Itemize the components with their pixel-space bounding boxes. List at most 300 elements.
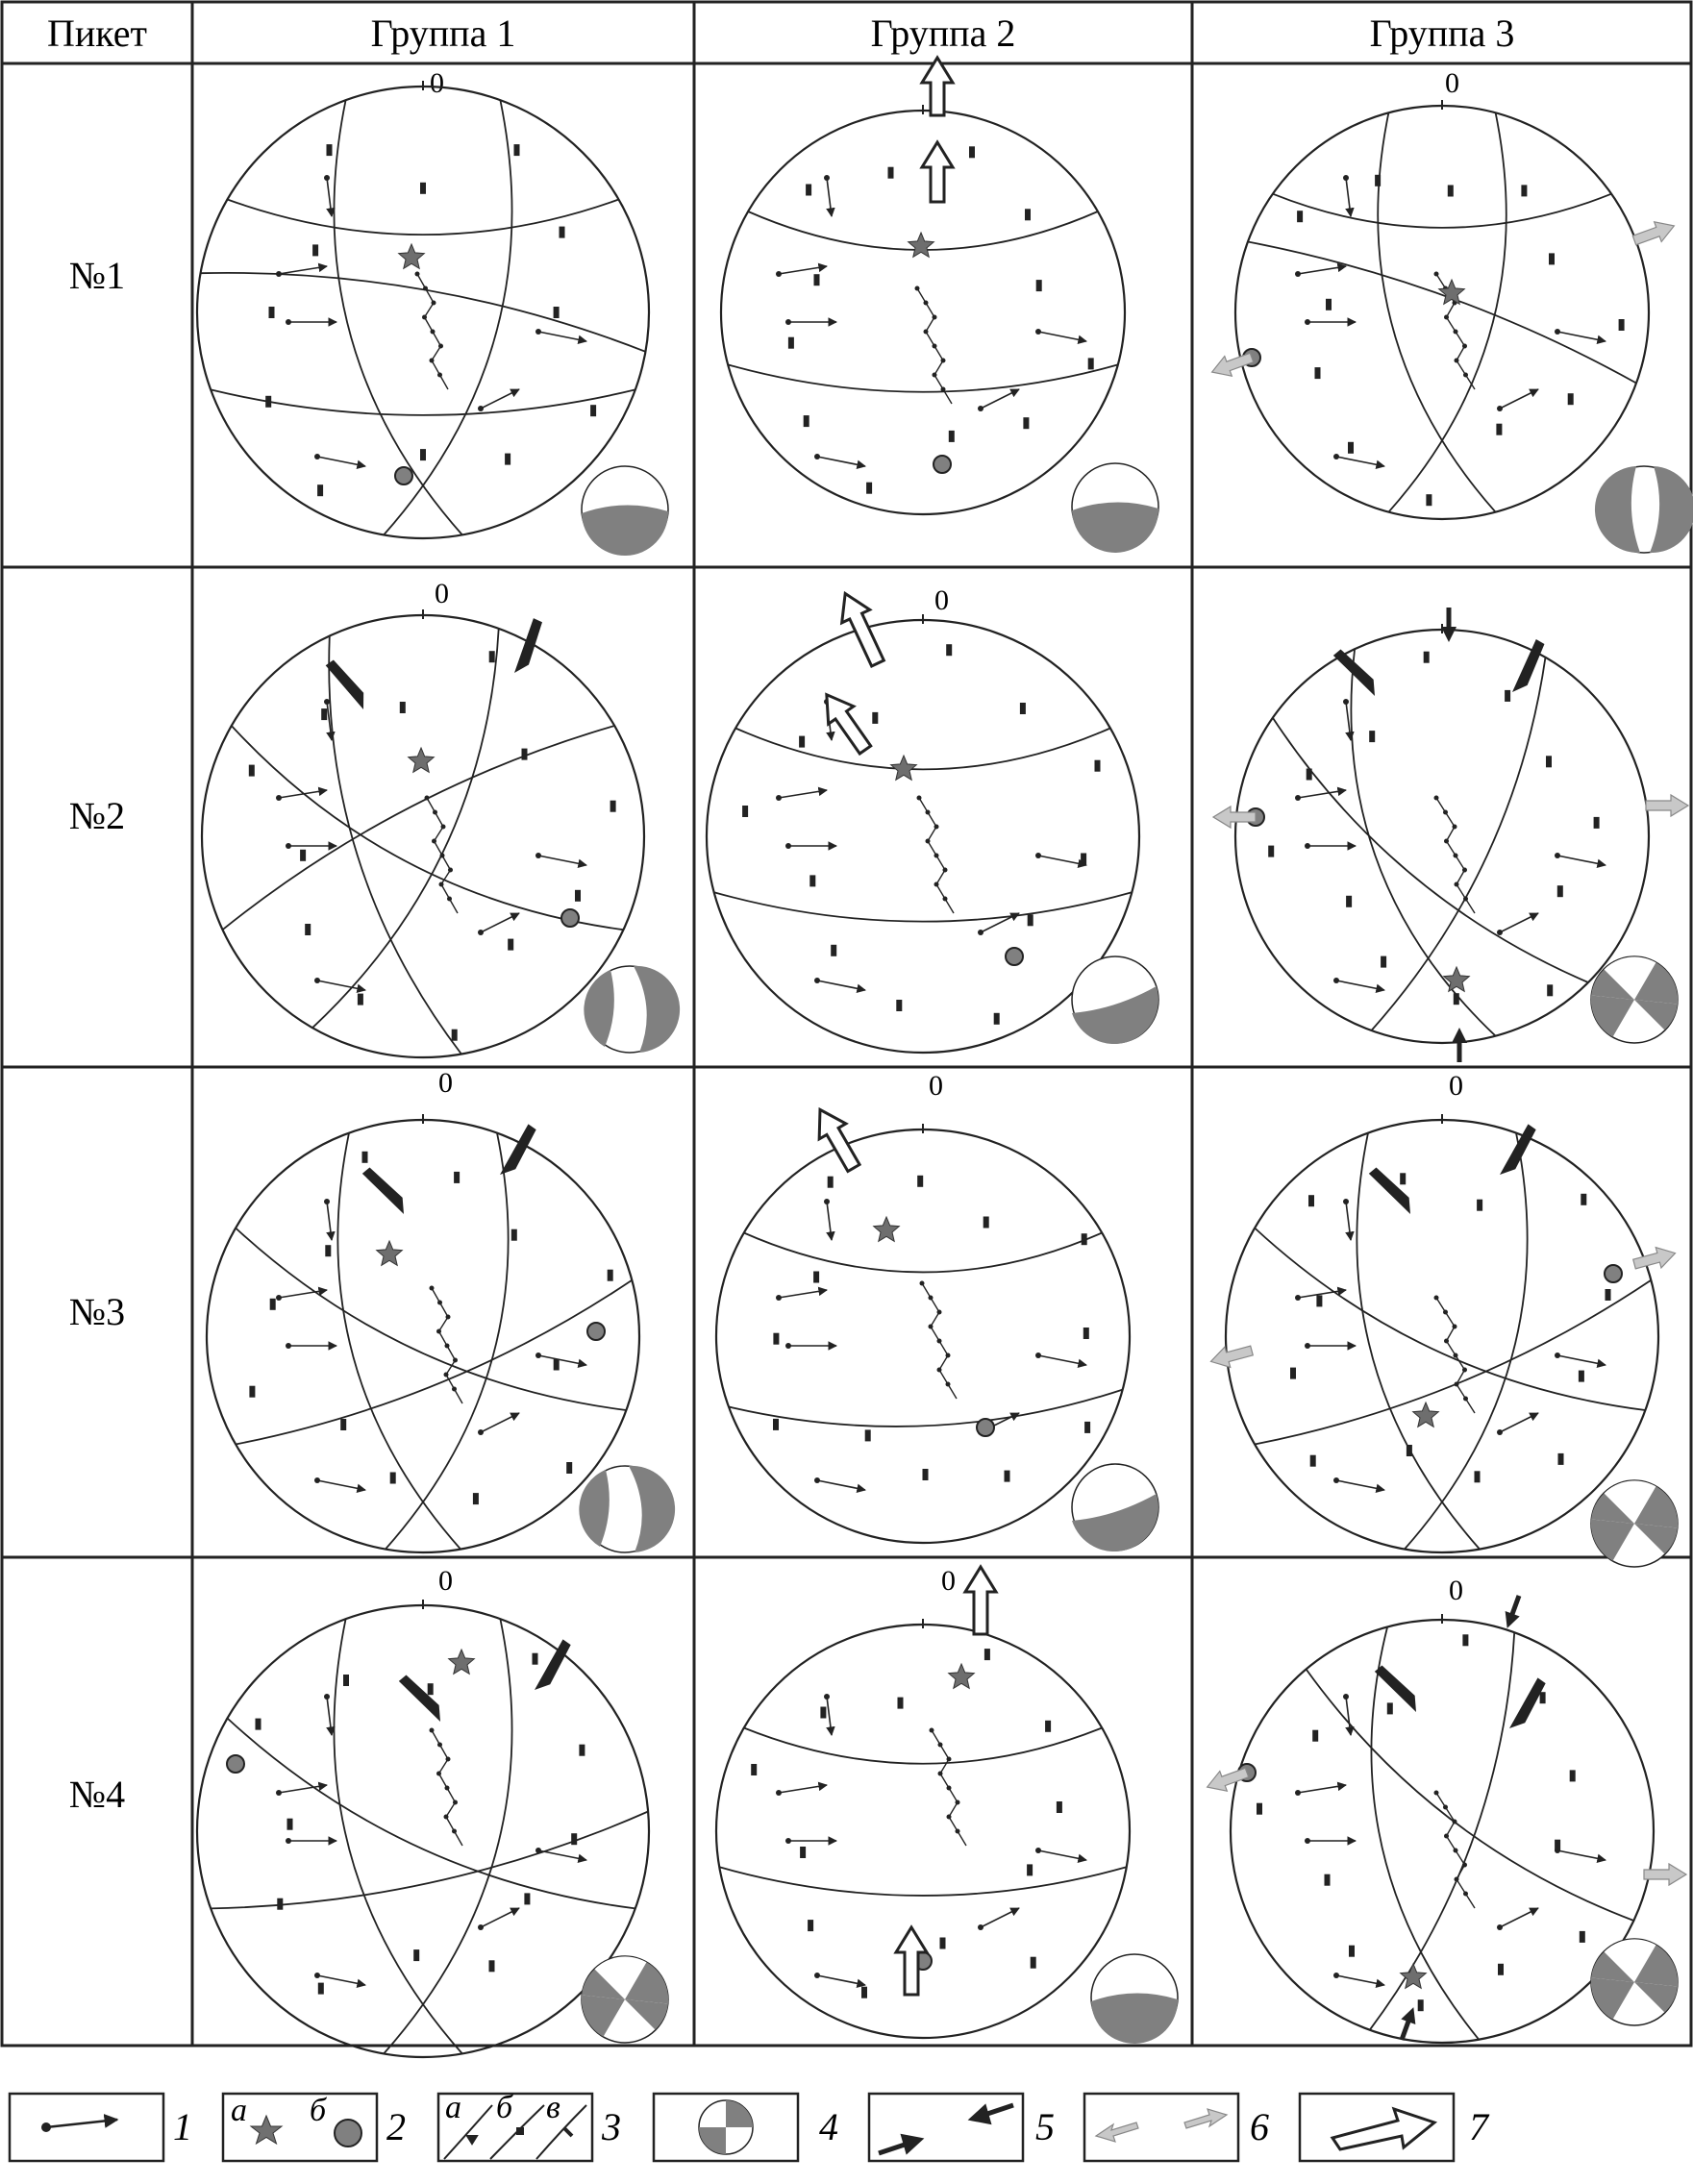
slip-vector-origin bbox=[926, 839, 931, 844]
slip-vector-origin bbox=[452, 1829, 457, 1834]
slip-vector-cluster bbox=[1456, 360, 1466, 375]
fault-plane-great-circle bbox=[1371, 1627, 1479, 2040]
fault-plane-great-circle bbox=[1378, 112, 1495, 511]
dark-stress-arrow bbox=[1441, 608, 1456, 642]
slip-vector-origin bbox=[437, 1743, 442, 1748]
slip-vector-arrow bbox=[1038, 856, 1086, 865]
fault-tick-mark bbox=[984, 1649, 990, 1660]
fault-tick-mark bbox=[608, 1270, 613, 1281]
fault-tick-mark bbox=[560, 227, 565, 238]
slip-vector-cluster bbox=[928, 841, 936, 856]
fault-plane-great-circle bbox=[1307, 1670, 1634, 1922]
fault-tick-mark bbox=[773, 1419, 779, 1430]
slip-vector-origin bbox=[1454, 854, 1458, 858]
slip-vector-origin bbox=[946, 1353, 951, 1358]
fault-plane-great-circle bbox=[1405, 1133, 1528, 1550]
focal-mechanism-beach-ball bbox=[1091, 1954, 1178, 2044]
slip-vector-origin bbox=[446, 1757, 451, 1762]
legend-sub-a: а bbox=[231, 2093, 247, 2128]
north-label: 0 bbox=[438, 1067, 453, 1099]
fault-tick-mark bbox=[1570, 1770, 1576, 1781]
shear-arrow-shape bbox=[1369, 1164, 1418, 1218]
slip-vector-origin bbox=[1462, 1368, 1467, 1373]
fault-tick-mark bbox=[1023, 417, 1029, 429]
slip-vector-origin bbox=[946, 1382, 951, 1387]
fault-tick-mark bbox=[808, 1920, 813, 1931]
epicenter-star bbox=[1401, 1964, 1427, 1988]
fault-tick-mark bbox=[590, 405, 596, 416]
fault-tick-mark bbox=[898, 1698, 904, 1709]
fault-tick-mark bbox=[1083, 1328, 1089, 1339]
slip-vector-arrow bbox=[327, 178, 332, 216]
slip-vector-origin bbox=[1462, 1863, 1467, 1868]
focal-mechanism-beach-ball bbox=[1072, 463, 1158, 553]
slip-vector-cluster bbox=[949, 1788, 958, 1802]
slip-vector-arrow bbox=[779, 790, 827, 798]
slip-vector-cluster bbox=[931, 1327, 939, 1341]
fault-tick-mark bbox=[420, 449, 426, 460]
slip-vector-arrow bbox=[827, 1202, 832, 1240]
legend-item-4 bbox=[654, 2094, 838, 2161]
stereonet-primitive-circle bbox=[197, 1605, 649, 2057]
slip-vector-cluster bbox=[1446, 1312, 1456, 1327]
shear-sense-arrow bbox=[1369, 1164, 1418, 1218]
slip-vector-arrow bbox=[1500, 389, 1538, 409]
slip-vector-origin bbox=[947, 1786, 952, 1791]
north-label: 0 bbox=[1445, 67, 1459, 99]
slip-vector-origin bbox=[1463, 1892, 1468, 1897]
fault-tick-mark bbox=[1036, 280, 1042, 291]
fault-tick-mark bbox=[1031, 1957, 1036, 1969]
slip-vector-cluster bbox=[1456, 1865, 1465, 1879]
fault-tick-mark bbox=[1027, 1864, 1033, 1875]
slip-vector-origin bbox=[920, 1281, 925, 1286]
slip-vector-origin bbox=[1454, 330, 1458, 335]
slip-vector-origin bbox=[937, 1339, 942, 1344]
fault-tick-mark bbox=[1579, 1371, 1584, 1382]
slip-vector-arrow bbox=[327, 1202, 332, 1240]
slip-vector-arrow bbox=[317, 1975, 365, 1985]
hollow-arrow-shape bbox=[814, 685, 878, 758]
slip-vector-origin bbox=[934, 825, 939, 830]
slip-vector-cluster bbox=[425, 317, 434, 332]
fault-tick-mark bbox=[1005, 1471, 1010, 1482]
slip-vector-arrow bbox=[1298, 1785, 1346, 1793]
slip-vector-arrow bbox=[1038, 332, 1086, 341]
slip-vector-origin bbox=[1434, 272, 1439, 277]
slip-vector-arrow bbox=[1557, 856, 1606, 865]
slip-vector-origin bbox=[438, 344, 443, 349]
slip-vector-cluster bbox=[940, 1759, 949, 1774]
slip-vector-origin bbox=[1463, 1397, 1468, 1402]
north-label: 0 bbox=[430, 67, 444, 99]
slip-vector-cluster bbox=[432, 1730, 440, 1745]
slip-vector-origin bbox=[1434, 1791, 1439, 1796]
hollow-kinematic-arrow bbox=[807, 1102, 867, 1176]
stereonets bbox=[197, 58, 1693, 2057]
shear-arrow-shape bbox=[1375, 1662, 1424, 1716]
header-group-2: Группа 2 bbox=[870, 12, 1016, 55]
fault-tick-mark bbox=[270, 1299, 276, 1310]
slip-vector-origin bbox=[1434, 796, 1439, 801]
fault-tick-mark bbox=[249, 765, 255, 777]
slip-vector-origin bbox=[934, 882, 939, 887]
slip-vector-cluster bbox=[1456, 1384, 1466, 1399]
stereonet-cell bbox=[716, 1567, 1178, 2044]
fault-tick-mark bbox=[1369, 731, 1375, 742]
stereonet-primitive-circle bbox=[721, 111, 1125, 514]
shear-sense-arrow bbox=[530, 1639, 576, 1695]
station-circle bbox=[395, 467, 412, 484]
fault-tick-mark bbox=[300, 850, 306, 861]
stereonet-primitive-circle bbox=[207, 1120, 639, 1552]
row-label-3: №3 bbox=[68, 1290, 126, 1333]
hollow-arrow-shape bbox=[965, 1567, 996, 1634]
stereonet-cell bbox=[202, 609, 680, 1057]
slip-vector-cluster bbox=[440, 1745, 449, 1759]
fault-tick-mark bbox=[1349, 1946, 1355, 1957]
slip-vector-cluster bbox=[931, 1312, 939, 1327]
slip-vector-cluster bbox=[926, 332, 934, 346]
fault-tick-mark bbox=[489, 651, 495, 662]
slip-vector-arrow bbox=[827, 1697, 832, 1735]
legend-number: 5 bbox=[1035, 2105, 1055, 2148]
slip-vector-origin bbox=[1434, 1296, 1439, 1301]
slip-vector-origin bbox=[415, 272, 420, 277]
epicenter-star bbox=[449, 1650, 475, 1674]
fault-tick-mark bbox=[566, 1462, 572, 1474]
north-label: 0 bbox=[941, 1565, 956, 1597]
slip-vector-cluster bbox=[441, 884, 450, 899]
focal-mechanism-beach-ball bbox=[579, 1466, 675, 1552]
fault-tick-mark bbox=[809, 875, 815, 886]
slip-vector-cluster bbox=[931, 1298, 939, 1312]
station-circle bbox=[227, 1755, 244, 1773]
fault-tick-mark bbox=[994, 1013, 1000, 1025]
slip-vector-cluster bbox=[926, 303, 934, 317]
fault-tick-mark bbox=[1475, 1471, 1481, 1482]
slip-vector-cluster bbox=[1466, 899, 1476, 913]
fault-tick-mark bbox=[872, 712, 878, 724]
slip-vector-cluster bbox=[1456, 856, 1465, 870]
fault-tick-mark bbox=[814, 274, 820, 285]
fault-tick-mark bbox=[508, 939, 513, 951]
stereonet-cell bbox=[1204, 1593, 1686, 2043]
slip-vector-origin bbox=[929, 1296, 934, 1301]
slip-vector-arrow bbox=[1557, 1850, 1606, 1860]
shear-sense-arrow bbox=[362, 1164, 411, 1218]
slip-vector-arrow bbox=[981, 913, 1019, 932]
slip-vector-origin bbox=[1455, 1877, 1459, 1882]
legend-item-2 bbox=[223, 2093, 406, 2161]
slip-vector-origin bbox=[924, 301, 929, 306]
stereonet-primitive-circle bbox=[1226, 1120, 1658, 1552]
legend-sub-b: б bbox=[496, 2090, 513, 2125]
fault-plane-great-circle bbox=[1351, 649, 1495, 1036]
fault-tick-mark bbox=[1400, 1173, 1406, 1184]
station-circle bbox=[561, 909, 579, 927]
slip-vector-cluster bbox=[939, 1355, 948, 1370]
fault-tick-mark bbox=[256, 1719, 261, 1730]
fault-tick-mark bbox=[610, 801, 616, 812]
fault-tick-mark bbox=[1424, 652, 1430, 663]
grey-arrow-shape bbox=[1208, 1340, 1255, 1372]
hollow-arrow-shape bbox=[807, 1102, 867, 1176]
slip-vector-cluster bbox=[1436, 1793, 1446, 1807]
fault-tick-mark bbox=[940, 1938, 946, 1949]
fault-tick-mark bbox=[1619, 319, 1625, 331]
dark-arrow-head bbox=[1441, 627, 1456, 642]
fault-plane-great-circle bbox=[728, 364, 1118, 391]
slip-vector-origin bbox=[1455, 1382, 1459, 1387]
fault-tick-mark bbox=[340, 1419, 346, 1430]
fault-tick-mark bbox=[888, 167, 894, 179]
slip-vector-cluster bbox=[1436, 1298, 1446, 1312]
epicenter-star bbox=[874, 1217, 900, 1241]
slip-vector-cluster bbox=[949, 1817, 958, 1831]
slip-vector-arrow bbox=[1346, 1697, 1351, 1735]
fault-plane-great-circle bbox=[211, 389, 635, 415]
fault-tick-mark bbox=[1477, 1200, 1482, 1211]
fault-tick-mark bbox=[514, 144, 520, 156]
row-label-2: №2 bbox=[68, 794, 126, 837]
fault-plane-traces-icon bbox=[444, 2105, 586, 2159]
hollow-kinematic-arrow bbox=[965, 1567, 996, 1634]
fault-tick-mark bbox=[413, 1949, 419, 1961]
slip-vector-cluster bbox=[425, 303, 435, 317]
fault-tick-mark bbox=[949, 431, 955, 442]
focal-mechanism-beach-ball bbox=[1072, 956, 1158, 1044]
fault-tick-mark bbox=[1498, 1964, 1504, 1975]
shear-arrow-shape bbox=[326, 657, 372, 712]
fault-tick-mark bbox=[799, 736, 805, 748]
slip-vector-cluster bbox=[1436, 274, 1446, 288]
fault-tick-mark bbox=[1581, 1194, 1586, 1205]
stereonet-primitive-circle bbox=[1235, 106, 1649, 519]
fault-tick-mark bbox=[358, 994, 363, 1005]
fault-tick-mark bbox=[1568, 393, 1574, 405]
slip-vector-cluster bbox=[928, 827, 936, 841]
fault-tick-mark bbox=[287, 1819, 293, 1830]
slip-vector-arrow bbox=[817, 1480, 865, 1490]
fault-tick-mark bbox=[1082, 1233, 1087, 1245]
fault-tick-mark bbox=[1580, 1931, 1585, 1943]
slip-vector-origin bbox=[1453, 1820, 1457, 1824]
grey-arrow-shape bbox=[1213, 807, 1256, 828]
slip-vector-origin bbox=[437, 373, 442, 378]
fault-tick-mark bbox=[1057, 1801, 1062, 1813]
slip-vector-cluster bbox=[432, 346, 441, 360]
shear-arrow-shape bbox=[495, 1124, 541, 1179]
fault-tick-mark bbox=[804, 415, 809, 427]
station-circle bbox=[977, 1419, 994, 1436]
slip-vector-origin bbox=[930, 1728, 934, 1733]
slip-vector-origin bbox=[934, 854, 939, 858]
slip-vector-origin bbox=[437, 1301, 442, 1305]
slip-vector-origin bbox=[1444, 315, 1449, 320]
grey-stress-arrow bbox=[1208, 1340, 1255, 1372]
grey-arrow-shape bbox=[1646, 795, 1688, 816]
legend-number: 3 bbox=[602, 2105, 621, 2148]
fault-plane-great-circle bbox=[735, 729, 1110, 770]
fault-tick-mark bbox=[1084, 1422, 1090, 1433]
fault-tick-mark bbox=[742, 806, 748, 817]
slip-vector-cluster bbox=[440, 1303, 449, 1317]
slip-vector-cluster bbox=[1456, 1879, 1466, 1894]
stereonet-cell bbox=[1208, 1114, 1679, 1567]
row-label-1: №1 bbox=[68, 254, 126, 297]
fault-tick-mark bbox=[1290, 1368, 1296, 1379]
fault-tick-mark bbox=[806, 185, 811, 196]
fault-tick-mark bbox=[1310, 1455, 1316, 1467]
fault-tick-mark bbox=[861, 1987, 867, 1998]
slip-vector-origin bbox=[1454, 1849, 1458, 1853]
fault-plane-great-circle bbox=[386, 1133, 509, 1550]
slip-vector-arrow bbox=[538, 1850, 586, 1860]
slip-vector-cluster bbox=[439, 1331, 448, 1346]
slip-vector-arrow bbox=[317, 457, 365, 466]
slip-vector-origin bbox=[926, 810, 931, 815]
fault-tick-mark bbox=[522, 749, 528, 760]
circle-icon bbox=[335, 2120, 361, 2147]
slip-vector-origin bbox=[941, 359, 946, 363]
epicenter-star bbox=[399, 244, 425, 268]
slip-vector-arrow bbox=[279, 1290, 327, 1298]
epicenter-star bbox=[891, 756, 917, 780]
slip-vector-arrow bbox=[779, 266, 827, 274]
slip-vector-arrow bbox=[279, 266, 327, 274]
stereonet-primitive-circle bbox=[1231, 1620, 1654, 2043]
grey-stress-arrow bbox=[1646, 795, 1688, 816]
slip-vector-arrow bbox=[1336, 1480, 1384, 1490]
slip-vector-arrow bbox=[817, 1975, 865, 1985]
fault-tick-mark bbox=[1558, 1453, 1564, 1465]
focal-mechanism-beach-ball bbox=[582, 466, 668, 556]
slip-vector-origin bbox=[938, 1743, 943, 1748]
slip-vector-cluster bbox=[922, 1283, 931, 1298]
slip-vector-cluster bbox=[932, 1730, 940, 1745]
slip-vector-arrow bbox=[538, 856, 586, 865]
slip-vector-origin bbox=[1462, 868, 1467, 873]
epicenter-star bbox=[1413, 1402, 1439, 1427]
stereonet-primitive-circle bbox=[197, 87, 649, 538]
slip-vector-origin bbox=[446, 1315, 451, 1320]
epicenter-star bbox=[1444, 967, 1470, 991]
legend-item-3 bbox=[438, 2090, 621, 2161]
fault-tick-mark bbox=[983, 1217, 989, 1228]
slip-vector-cluster bbox=[945, 899, 954, 913]
slip-vector-origin bbox=[947, 1757, 952, 1762]
slip-vector-origin bbox=[937, 1310, 942, 1315]
legend-item-1 bbox=[10, 2094, 192, 2161]
fault-tick-mark bbox=[1375, 175, 1381, 186]
slip-vector-cluster bbox=[447, 1346, 456, 1360]
slip-vector-cluster bbox=[446, 1802, 456, 1817]
slip-vector-arrow bbox=[1500, 1413, 1538, 1432]
fault-tick-mark bbox=[1496, 424, 1502, 435]
slip-vector-origin bbox=[956, 1800, 960, 1805]
fault-tick-mark bbox=[327, 144, 333, 156]
slip-vector-origin bbox=[1444, 839, 1449, 844]
station-circle bbox=[1605, 1265, 1622, 1282]
slip-vector-cluster bbox=[440, 375, 449, 389]
slip-vector-origin bbox=[1444, 1339, 1449, 1344]
slip-vector-cluster bbox=[433, 332, 441, 346]
fault-tick-mark bbox=[820, 1707, 826, 1719]
fault-tick-mark bbox=[524, 1893, 530, 1904]
fault-tick-mark bbox=[1028, 914, 1033, 926]
fault-tick-mark bbox=[1316, 1295, 1322, 1306]
slip-vector-arrow-icon bbox=[41, 2120, 117, 2132]
slip-vector-origin bbox=[1455, 359, 1459, 363]
header-group-1: Группа 1 bbox=[370, 12, 516, 55]
fault-tick-mark bbox=[1454, 993, 1459, 1005]
beach-ball-sector bbox=[1072, 502, 1158, 553]
fault-tick-mark bbox=[751, 1764, 757, 1775]
fault-tick-mark bbox=[362, 1152, 368, 1163]
hollow-kinematic-arrow bbox=[922, 58, 953, 115]
slip-vector-cluster bbox=[435, 827, 444, 841]
slip-vector-origin bbox=[436, 1329, 441, 1334]
slip-vector-cluster bbox=[940, 1745, 949, 1759]
fault-tick-mark bbox=[321, 708, 327, 720]
slip-vector-arrow bbox=[1298, 790, 1346, 798]
fault-plane-great-circle bbox=[744, 1728, 1102, 1764]
fault-tick-mark bbox=[269, 307, 275, 318]
dark-stress-arrow bbox=[1394, 2004, 1420, 2042]
fault-tick-mark bbox=[265, 396, 271, 408]
shear-sense-arrow bbox=[326, 657, 372, 712]
fault-tick-mark bbox=[1088, 358, 1094, 369]
slip-vector-arrow bbox=[981, 1908, 1019, 1927]
slip-vector-arrow bbox=[1346, 1202, 1351, 1240]
slip-vector-origin bbox=[453, 1800, 458, 1805]
fault-plane-great-circle bbox=[729, 1390, 1123, 1427]
hollow-arrow-shape bbox=[832, 587, 892, 670]
fault-tick-mark bbox=[1020, 703, 1026, 714]
slip-vector-arrow bbox=[1346, 178, 1351, 216]
fault-tick-mark bbox=[1297, 211, 1303, 222]
grey-stress-arrow bbox=[1213, 807, 1256, 828]
focal-mechanism-beach-ball bbox=[1591, 1939, 1678, 2025]
fault-tick-mark bbox=[896, 1000, 902, 1011]
slip-vector-cluster bbox=[928, 812, 936, 827]
stereonet-cell bbox=[197, 81, 668, 556]
slip-vector-origin bbox=[1462, 344, 1467, 349]
header-picket: Пикет bbox=[47, 12, 147, 55]
slip-vector-origin bbox=[917, 796, 922, 801]
epicenter-star bbox=[909, 233, 934, 257]
slip-vector-arrow bbox=[1038, 1355, 1086, 1365]
slip-vector-origin bbox=[422, 315, 427, 320]
hollow-kinematic-arrow bbox=[814, 685, 878, 758]
table-grid bbox=[2, 2, 1691, 2046]
fault-tick-mark bbox=[452, 1030, 458, 1041]
fault-tick-mark bbox=[773, 1333, 779, 1345]
fault-tick-mark bbox=[1025, 209, 1031, 220]
legend-item-6 bbox=[1084, 2094, 1269, 2161]
slip-vector-origin bbox=[943, 868, 948, 873]
slip-vector-arrow bbox=[1557, 1355, 1606, 1365]
fault-tick-mark bbox=[800, 1847, 806, 1858]
slip-vector-arrow bbox=[1346, 702, 1351, 740]
fault-tick-mark bbox=[1418, 1999, 1424, 2011]
slip-vector-arrow bbox=[481, 1413, 519, 1432]
legend-item-7 bbox=[1300, 2094, 1490, 2161]
slip-vector-arrow bbox=[317, 1480, 365, 1490]
legend-sub-b: б bbox=[310, 2093, 327, 2128]
fault-tick-mark bbox=[831, 945, 836, 956]
